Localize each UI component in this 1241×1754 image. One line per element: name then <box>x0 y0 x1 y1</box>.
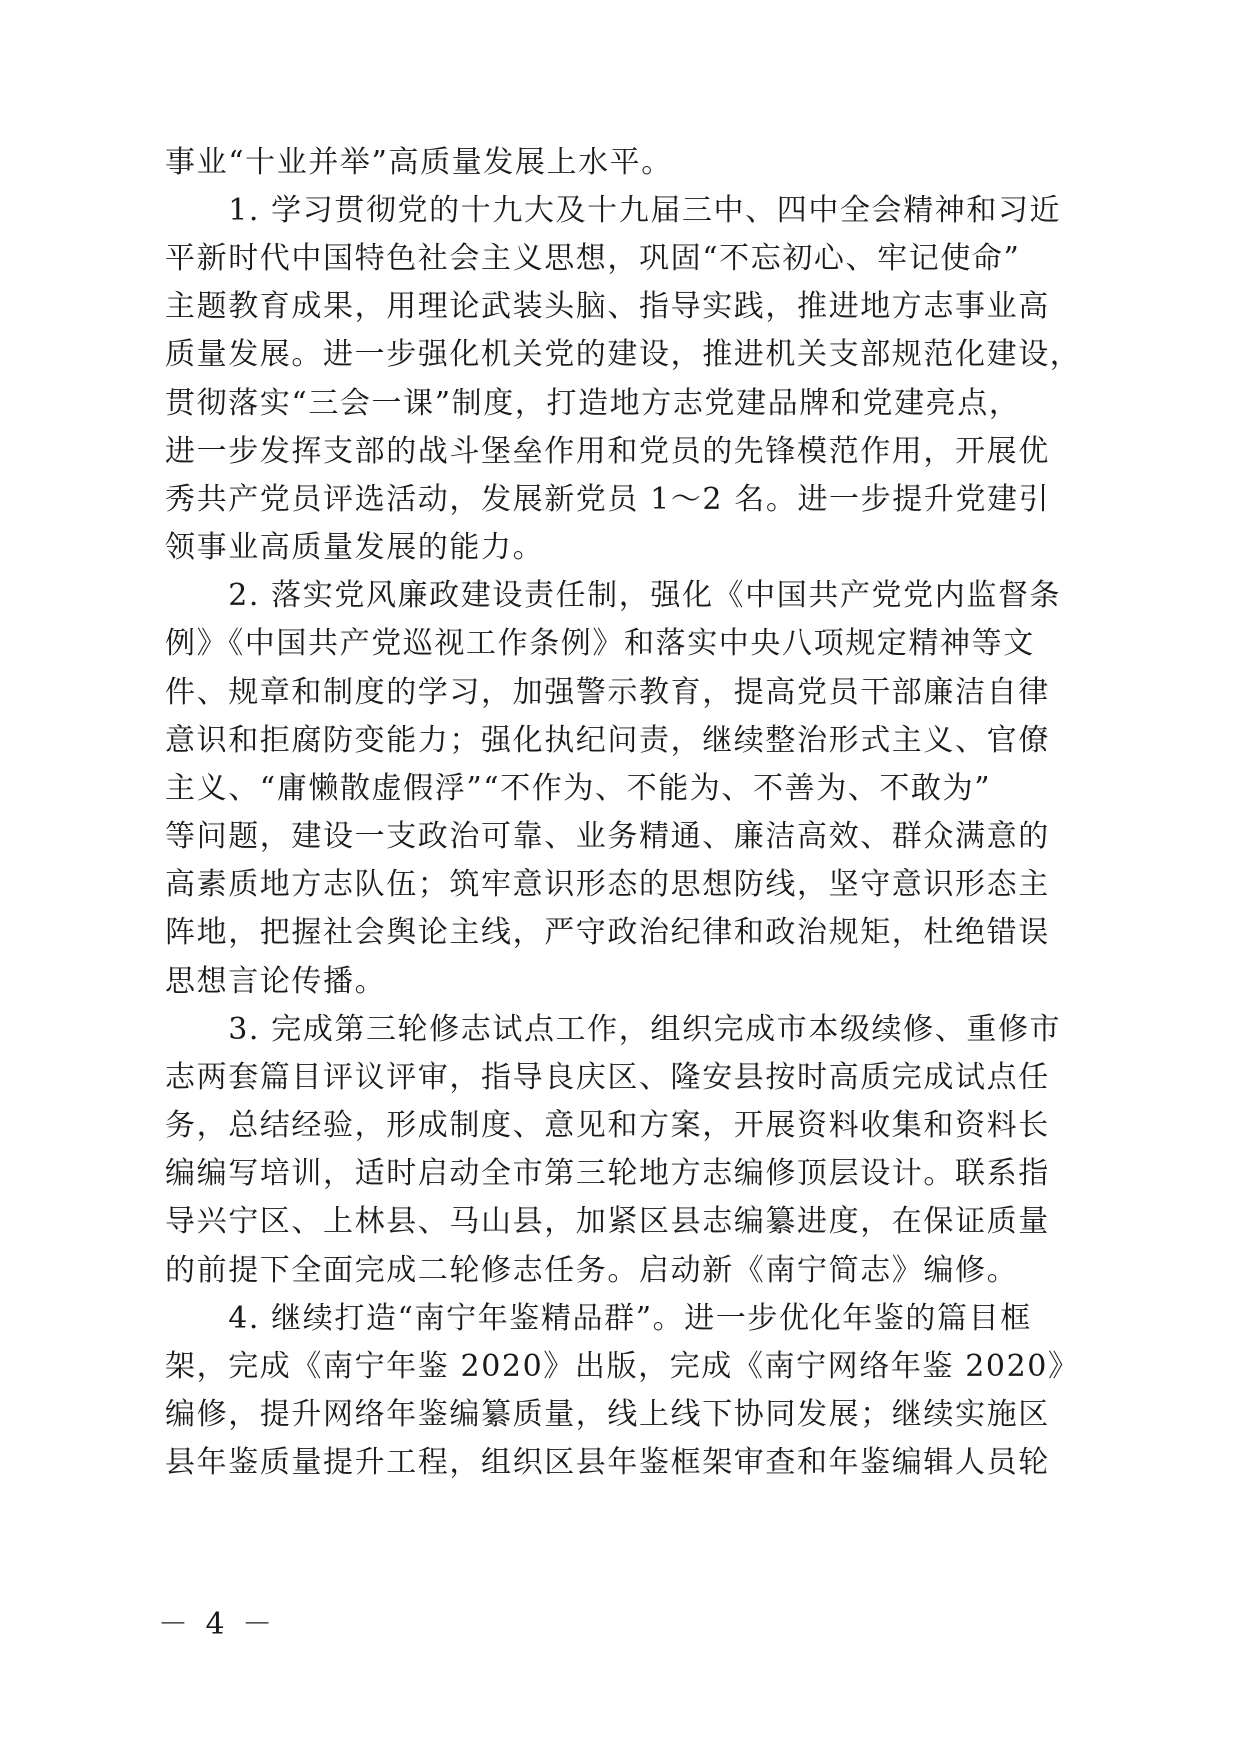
text-line: 3. 完成第三轮修志试点工作，组织完成市本级续修、重修市 <box>165 1012 1062 1047</box>
text-line: 贯彻落实“三会一课”制度，打造地方志党建品牌和党建亮点， <box>165 386 1021 421</box>
text-line: 导兴宁区、上林县、马山县，加紧区县志编纂进度，在保证质量 <box>165 1204 1050 1239</box>
text-line: 阵地，把握社会舆论主线，严守政治纪律和政治规矩，杜绝错误 <box>165 915 1050 950</box>
text-line: 件、规章和制度的学习，加强警示教育，提高党员干部廉洁自律 <box>165 675 1050 710</box>
text-line: 1. 学习贯彻党的十九大及十九届三中、四中全会精神和习近 <box>165 193 1062 228</box>
text-line: 主题教育成果，用理论武装头脑、指导实践，推进地方志事业高 <box>165 289 1050 324</box>
text-line: 例》《中国共产党巡视工作条例》和落实中央八项规定精神等文 <box>165 626 1035 661</box>
text-line: 县年鉴质量提升工程，组织区县年鉴框架审查和年鉴编辑人员轮 <box>165 1445 1050 1480</box>
text-line: 思想言论传播。 <box>165 964 387 999</box>
text-line: 编修，提升网络年鉴编纂质量，线上线下协同发展；继续实施区 <box>165 1397 1050 1432</box>
text-line: 务，总结经验，形成制度、意见和方案，开展资料收集和资料长 <box>165 1108 1050 1143</box>
text-line: 的前提下全面完成二轮修志任务。启动新《南宁简志》编修。 <box>165 1253 1019 1288</box>
text-line: 主义、“庸懒散虚假浮”“不作为、不能为、不善为、不敢为” <box>165 771 992 806</box>
text-line: 事业“十业并举”高质量发展上水平。 <box>165 145 673 180</box>
text-line: 4. 继续打造“南宁年鉴精品群”。进一步优化年鉴的篇目框 <box>165 1301 1032 1336</box>
text-line: 编编写培训，适时启动全市第三轮地方志编修顶层设计。联系指 <box>165 1156 1050 1191</box>
text-line: 2. 落实党风廉政建设责任制，强化《中国共产党党内监督条 <box>165 578 1062 613</box>
text-line: 质量发展。进一步强化机关党的建设，推进机关支部规范化建设， <box>165 337 1082 372</box>
text-line: 领事业高质量发展的能力。 <box>165 530 545 565</box>
text-line: 意识和拒腐防变能力；强化执纪问责，继续整治形式主义、官僚 <box>165 723 1050 758</box>
text-line: 志两套篇目评议评审，指导良庆区、隆安县按时高质完成试点任 <box>165 1060 1050 1095</box>
page-number: － 4 － <box>158 1607 277 1642</box>
text-line: 等问题，建设一支政治可靠、业务精通、廉洁高效、群众满意的 <box>165 819 1050 854</box>
text-line: 高素质地方志队伍；筑牢意识形态的思想防线，坚守意识形态主 <box>165 867 1050 902</box>
text-line: 架，完成《南宁年鉴 2020》出版，完成《南宁网络年鉴 2020》 <box>165 1349 1080 1384</box>
text-line: 平新时代中国特色社会主义思想，巩固“不忘初心、牢记使命” <box>165 241 1021 276</box>
text-line: 秀共产党员评选活动，发展新党员 1～2 名。进一步提升党建引 <box>165 482 1051 517</box>
text-line: 进一步发挥支部的战斗堡垒作用和党员的先锋模范作用，开展优 <box>165 434 1050 469</box>
